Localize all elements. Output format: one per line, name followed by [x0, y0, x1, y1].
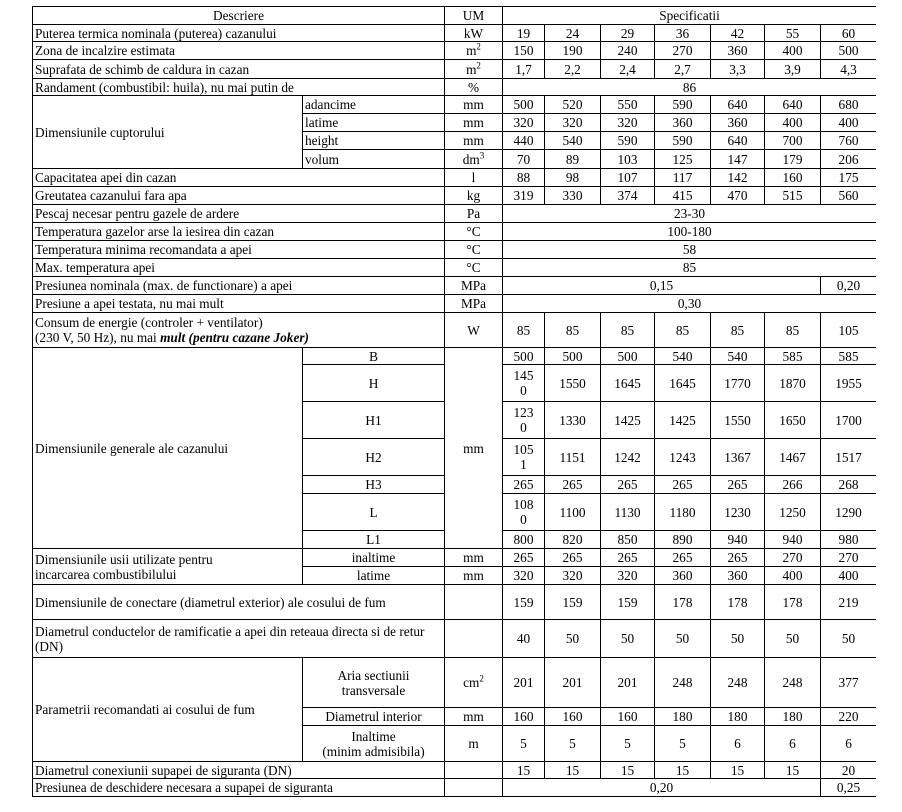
- row-label: Presiune a apei testata, nu mai mult: [33, 295, 445, 313]
- row-gen-B: [33, 348, 877, 365]
- cell: 374: [601, 187, 655, 205]
- row-suprafata: [33, 60, 877, 79]
- row-um: [445, 762, 503, 779]
- header-specificatii: Specificatii: [503, 7, 877, 25]
- cell: 1,7: [503, 60, 545, 79]
- row-um: MPa: [445, 295, 503, 313]
- cell: 400: [765, 567, 821, 585]
- row-um: mm: [445, 348, 503, 549]
- row-label: Capacitatea apei din cazan: [33, 169, 445, 187]
- cell: 85: [601, 313, 655, 348]
- cell: 20: [821, 762, 877, 779]
- cell: 800: [503, 531, 545, 549]
- row-label: Diametrul conexiunii supapei de siguranta (DN): [33, 762, 445, 779]
- cell: 890: [655, 531, 711, 549]
- cell: 360: [711, 42, 765, 60]
- row-um: °C: [445, 223, 503, 241]
- cell: 3,9: [765, 60, 821, 79]
- sub-label: height: [303, 132, 445, 150]
- cell: 320: [601, 567, 655, 585]
- cell: 585: [821, 348, 877, 365]
- row-conectare: [33, 585, 877, 620]
- row-label: Suprafata de schimb de caldura in cazan: [33, 60, 445, 79]
- sub-label: latime: [303, 567, 445, 585]
- sub-label: H: [303, 365, 445, 402]
- cell: 1550: [545, 365, 601, 402]
- cell: 15: [711, 762, 765, 779]
- row-cuptor-adancime: [33, 96, 877, 114]
- sub-label: B: [303, 348, 445, 365]
- cell: 6: [711, 726, 765, 762]
- cell: 1550: [711, 402, 765, 439]
- cell: 270: [655, 42, 711, 60]
- row-label: Dimensiunile de conectare (diametrul exterior) ale cosului de fum: [33, 585, 445, 620]
- row-presnom: [33, 277, 877, 295]
- cell: 0,20: [821, 277, 877, 295]
- cell: 320: [545, 114, 601, 132]
- cell: 85: [655, 313, 711, 348]
- cell: 1100: [545, 494, 601, 531]
- cell: 19: [503, 25, 545, 42]
- cell: 1425: [601, 402, 655, 439]
- cell: 270: [765, 549, 821, 567]
- cell: 500: [601, 348, 655, 365]
- cell: 700: [765, 132, 821, 150]
- cell: 240: [601, 42, 655, 60]
- cell: 2,2: [545, 60, 601, 79]
- cell: 320: [503, 114, 545, 132]
- row-tmax: [33, 259, 877, 277]
- cell: 159: [545, 585, 601, 620]
- cell: 145 0: [503, 365, 545, 402]
- row-cos-aria: [33, 658, 877, 708]
- spec-table-container: [32, 6, 876, 812]
- row-um: [445, 620, 503, 658]
- row-label: Temperatura gazelor arse la iesirea din cazan: [33, 223, 445, 241]
- cell: 24: [545, 25, 601, 42]
- cell: 590: [655, 96, 711, 114]
- cell: 585: [765, 348, 821, 365]
- cell: 0,25: [821, 779, 877, 797]
- cell: 50: [711, 620, 765, 658]
- cell: 265: [711, 549, 765, 567]
- row-um: MPa: [445, 277, 503, 295]
- row-um: $cm^2$: [445, 658, 503, 708]
- cell: 330: [545, 187, 601, 205]
- cell: 150: [503, 42, 545, 60]
- cell: 360: [655, 567, 711, 585]
- cell: 5: [503, 726, 545, 762]
- cell: 0,20: [503, 779, 821, 797]
- cell: 1290: [821, 494, 877, 531]
- cell: 319: [503, 187, 545, 205]
- specifications-table: [32, 6, 876, 797]
- sub-label: H1: [303, 402, 445, 439]
- cell: 58: [503, 241, 877, 259]
- cell: 4,3: [821, 60, 877, 79]
- group-label: Dimensiunile generale ale cazanului: [33, 348, 303, 549]
- cell: 15: [503, 762, 545, 779]
- sub-label: adancime: [303, 96, 445, 114]
- group-label: Dimensiunile cuptorului: [33, 96, 303, 169]
- cell: 400: [821, 114, 877, 132]
- row-um: mm: [445, 567, 503, 585]
- cell: 85: [765, 313, 821, 348]
- cell: 680: [821, 96, 877, 114]
- cell: 23-30: [503, 205, 877, 223]
- cell: 108 0: [503, 494, 545, 531]
- cell: 42: [711, 25, 765, 42]
- cell: 268: [821, 476, 877, 494]
- cell: 160: [765, 169, 821, 187]
- cell: 5: [655, 726, 711, 762]
- cell: 15: [601, 762, 655, 779]
- cell: 590: [601, 132, 655, 150]
- cell: 86: [503, 79, 877, 96]
- cell: 50: [601, 620, 655, 658]
- cell: 6: [765, 726, 821, 762]
- cell: 540: [711, 348, 765, 365]
- cell: 248: [711, 658, 765, 708]
- cell: 2,7: [655, 60, 711, 79]
- cell: 360: [711, 114, 765, 132]
- cell: 1130: [601, 494, 655, 531]
- cell: 15: [655, 762, 711, 779]
- cell: 125: [655, 150, 711, 169]
- cell: 1180: [655, 494, 711, 531]
- cell: 160: [601, 708, 655, 726]
- row-label: Presiunea nominala (max. de functionare) a apei: [33, 277, 445, 295]
- cell: 266: [765, 476, 821, 494]
- header-um: UM: [445, 7, 503, 25]
- sub-label: latime: [303, 114, 445, 132]
- cell: 400: [821, 567, 877, 585]
- cell: 60: [821, 25, 877, 42]
- cell: 980: [821, 531, 877, 549]
- cell: 142: [711, 169, 765, 187]
- sub-label: volum: [303, 150, 445, 169]
- cell: 1770: [711, 365, 765, 402]
- cell: 5: [545, 726, 601, 762]
- row-label: Pescaj necesar pentru gazele de ardere: [33, 205, 445, 223]
- cell: 180: [765, 708, 821, 726]
- cell: 117: [655, 169, 711, 187]
- cell: 85: [503, 313, 545, 348]
- row-supapa: [33, 762, 877, 779]
- cell: 147: [711, 150, 765, 169]
- cell: 0,15: [503, 277, 821, 295]
- cell: 105 1: [503, 439, 545, 476]
- cell: 265: [545, 549, 601, 567]
- cell: 1467: [765, 439, 821, 476]
- cell: 440: [503, 132, 545, 150]
- cell: 470: [711, 187, 765, 205]
- row-um: mm: [445, 96, 503, 114]
- row-um: W: [445, 313, 503, 348]
- cell: 98: [545, 169, 601, 187]
- row-um: m: [445, 726, 503, 762]
- cell: 265: [711, 476, 765, 494]
- cell: 3,3: [711, 60, 765, 79]
- cell: 201: [503, 658, 545, 708]
- cell: 220: [821, 708, 877, 726]
- cell: 180: [711, 708, 765, 726]
- cell: 640: [711, 132, 765, 150]
- row-um: kg: [445, 187, 503, 205]
- cell: 88: [503, 169, 545, 187]
- cell: 1151: [545, 439, 601, 476]
- cell: 265: [503, 549, 545, 567]
- cell: 50: [545, 620, 601, 658]
- row-um: $dm^3$: [445, 150, 503, 169]
- cell: 201: [545, 658, 601, 708]
- row-label: Puterea termica nominala (puterea) cazanului: [33, 25, 445, 42]
- cell: 515: [765, 187, 821, 205]
- cell: 85: [503, 259, 877, 277]
- cell: 265: [545, 476, 601, 494]
- cell: 159: [503, 585, 545, 620]
- cell: 265: [655, 476, 711, 494]
- cell: 160: [545, 708, 601, 726]
- cell: 1645: [655, 365, 711, 402]
- cell: 85: [711, 313, 765, 348]
- cell: 590: [655, 132, 711, 150]
- cell: 1645: [601, 365, 655, 402]
- row-prestest: [33, 295, 877, 313]
- row-greutate: [33, 187, 877, 205]
- row-label: Diametrul conductelor de ramificatie a apei din reteaua directa si de retur (DN): [33, 620, 445, 658]
- cell: 640: [711, 96, 765, 114]
- cell: 123 0: [503, 402, 545, 439]
- cell: 270: [821, 549, 877, 567]
- row-um: $m^2$: [445, 60, 503, 79]
- cell: 500: [545, 348, 601, 365]
- header-descriere: Descriere: [33, 7, 445, 25]
- row-um: mm: [445, 708, 503, 726]
- sub-label: H3: [303, 476, 445, 494]
- row-label: Max. temperatura apei: [33, 259, 445, 277]
- cell: 760: [821, 132, 877, 150]
- cell: 36: [655, 25, 711, 42]
- cell: 178: [765, 585, 821, 620]
- cell: 1243: [655, 439, 711, 476]
- cell: 1230: [711, 494, 765, 531]
- cell: 1367: [711, 439, 765, 476]
- row-label: Zona de incalzire estimata: [33, 42, 445, 60]
- cell: 190: [545, 42, 601, 60]
- row-label: Presiunea de deschidere necesara a supapei de siguranta: [33, 779, 445, 797]
- cell: 265: [601, 476, 655, 494]
- cell: 265: [503, 476, 545, 494]
- cell: 540: [655, 348, 711, 365]
- cell: 85: [545, 313, 601, 348]
- cell: 1700: [821, 402, 877, 439]
- cell: 219: [821, 585, 877, 620]
- cell: 500: [503, 348, 545, 365]
- cell: 377: [821, 658, 877, 708]
- cell: 50: [821, 620, 877, 658]
- cell: 560: [821, 187, 877, 205]
- group-label: Dimensiunile usii utilizate pentru incarcarea combustibilului: [33, 549, 303, 585]
- cell: 520: [545, 96, 601, 114]
- cell: 103: [601, 150, 655, 169]
- cell: 1425: [655, 402, 711, 439]
- cell: 500: [503, 96, 545, 114]
- cell: 1330: [545, 402, 601, 439]
- row-label: Randament (combustibil: huila), nu mai putin de: [33, 79, 445, 96]
- cell: 940: [711, 531, 765, 549]
- sub-label: inaltime: [303, 549, 445, 567]
- cell: 248: [655, 658, 711, 708]
- cell: 1250: [765, 494, 821, 531]
- cell: 55: [765, 25, 821, 42]
- cell: 320: [545, 567, 601, 585]
- row-um: [445, 585, 503, 620]
- cell: 1955: [821, 365, 877, 402]
- cell: 89: [545, 150, 601, 169]
- row-putere: [33, 25, 877, 42]
- cell: 550: [601, 96, 655, 114]
- cell: 50: [765, 620, 821, 658]
- cell: 0,30: [503, 295, 877, 313]
- cell: 360: [655, 114, 711, 132]
- cell: 40: [503, 620, 545, 658]
- cell: 248: [765, 658, 821, 708]
- row-um: °C: [445, 259, 503, 277]
- cell: 2,4: [601, 60, 655, 79]
- cell: 15: [545, 762, 601, 779]
- cell: 15: [765, 762, 821, 779]
- row-label: Consum de energie (controler + ventilator) (230 V, 50 Hz), nu mai mult (pentru cazane Joker): [33, 313, 445, 348]
- cell: 850: [601, 531, 655, 549]
- cell: 179: [765, 150, 821, 169]
- cell: 265: [655, 549, 711, 567]
- row-um: kW: [445, 25, 503, 42]
- cell: 1650: [765, 402, 821, 439]
- row-tgaze: [33, 223, 877, 241]
- cell: 50: [655, 620, 711, 658]
- row-capacitate: [33, 169, 877, 187]
- cell: 1242: [601, 439, 655, 476]
- row-usi-inaltime: [33, 549, 877, 567]
- cell: 70: [503, 150, 545, 169]
- row-um: [445, 779, 503, 797]
- sub-label: H2: [303, 439, 445, 476]
- cell: 178: [711, 585, 765, 620]
- row-zona: [33, 42, 877, 60]
- cell: 940: [765, 531, 821, 549]
- sub-label: L1: [303, 531, 445, 549]
- cell: 206: [821, 150, 877, 169]
- row-ramificatie: [33, 620, 877, 658]
- cell: 400: [765, 42, 821, 60]
- cell: 178: [655, 585, 711, 620]
- cell: 820: [545, 531, 601, 549]
- cell: 6: [821, 726, 877, 762]
- cell: 5: [601, 726, 655, 762]
- sub-label: L: [303, 494, 445, 531]
- row-um: °C: [445, 241, 503, 259]
- cell: 400: [765, 114, 821, 132]
- cell: 320: [503, 567, 545, 585]
- row-um: Pa: [445, 205, 503, 223]
- row-label: Greutatea cazanului fara apa: [33, 187, 445, 205]
- row-randament: [33, 79, 877, 96]
- cell: 107: [601, 169, 655, 187]
- cell: 180: [655, 708, 711, 726]
- cell: 201: [601, 658, 655, 708]
- cell: 540: [545, 132, 601, 150]
- row-deschidere: [33, 779, 877, 797]
- sub-label: Inaltime (minim admisibila): [303, 726, 445, 762]
- row-label: Temperatura minima recomandata a apei: [33, 241, 445, 259]
- row-um: mm: [445, 132, 503, 150]
- cell: 175: [821, 169, 877, 187]
- cell: 265: [601, 549, 655, 567]
- cell: 1517: [821, 439, 877, 476]
- header-row: [33, 7, 877, 25]
- cell: 159: [601, 585, 655, 620]
- cell: 160: [503, 708, 545, 726]
- cell: 29: [601, 25, 655, 42]
- cell: 500: [821, 42, 877, 60]
- cell: 100-180: [503, 223, 877, 241]
- cell: 415: [655, 187, 711, 205]
- cell: 640: [765, 96, 821, 114]
- sub-label: Diametrul interior: [303, 708, 445, 726]
- sub-label: Aria sectiunii transversale: [303, 658, 445, 708]
- row-um: %: [445, 79, 503, 96]
- row-um: l: [445, 169, 503, 187]
- row-pescaj: [33, 205, 877, 223]
- cell: 105: [821, 313, 877, 348]
- row-um: mm: [445, 549, 503, 567]
- row-consum: [33, 313, 877, 348]
- row-tmin: [33, 241, 877, 259]
- cell: 360: [711, 567, 765, 585]
- row-um: $m^2$: [445, 42, 503, 60]
- group-label: Parametrii recomandati ai cosului de fum: [33, 658, 303, 762]
- row-um: mm: [445, 114, 503, 132]
- cell: 1870: [765, 365, 821, 402]
- cell: 320: [601, 114, 655, 132]
